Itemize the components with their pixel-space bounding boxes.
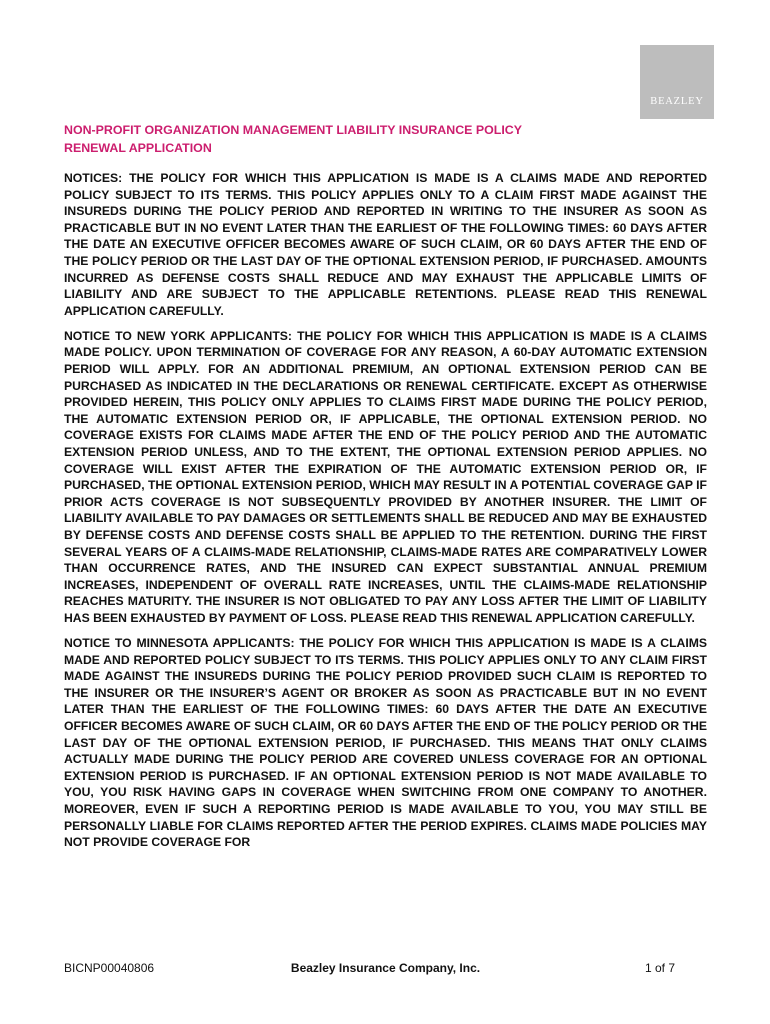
minnesota-notice-paragraph: NOTICE TO MINNESOTA APPLICANTS: THE POLICY FOR WHICH THIS APPLICATION IS MADE IS A CLAIMS MADE AND REPORTED POLICY SUBJECT TO ITS TERMS. THIS POLICY APPLIES ONLY TO ANY CLAIM FIRST MADE AGAINST THE INSUREDS DURING THE POLICY PERIOD PROVIDED SUCH CLAIM IS REPORTED TO THE INSURER OR THE INSURER’S AGENT OR BROKER AS SOON AS PRACTICABLE BUT IN NO EVENT LATER THAN THE EARLIEST OF THE FOLLOWING TIMES: 60 DAYS AFTER THE DATE AN EXECUTIVE OFFICER BECOMES AWARE OF SUCH CLAIM, OR 60 DAYS AFTER THE END OF THE POLICY PERIOD OR THE LAST DAY OF THE OPTIONAL EXTENSION PERIOD, IF PURCHASED. THIS MEANS THAT ONLY CLAIMS ACTUALLY MADE DURING THE POLICY PERIOD ARE COVERED UNLESS COVERAGE FOR AN OPTIONAL EXTENSION PERIOD IS PURCHASED. IF AN OPTIONAL EXTENSION PERIOD IS NOT MADE AVAILABLE TO YOU, YOU RISK HAVING GAPS IN COVERAGE WHEN SWITCHING FROM ONE COMPANY TO ANOTHER. MOREOVER, EVEN IF SUCH A REPORTING PERIOD IS MADE AVAILABLE TO YOU, YOU MAY STILL BE PERSONALLY LIABLE FOR CLAIMS REPORTED AFTER THE PERIOD EXPIRES. CLAIMS MADE POLICIES MAY NOT PROVIDE COVERAGE FOR	[64, 636, 707, 850]
new-york-notice-paragraph: NOTICE TO NEW YORK APPLICANTS: THE POLICY FOR WHICH THIS APPLICATION IS MADE IS A CLAIMS MADE POLICY. UPON TERMINATION OF COVERAGE FOR ANY REASON, A 60-DAY AUTOMATIC EXTENSION PERIOD WILL APPLY. FOR AN ADDITIONAL PREMIUM, AN OPTIONAL EXTENSION PERIOD CAN BE PURCHASED AS INDICATED IN THE DECLARATIONS OR RENEWAL CERTIFICATE. EXCEPT AS OTHERWISE PROVIDED HEREIN, THIS POLICY ONLY APPLIES TO CLAIMS FIRST MADE DURING THE POLICY PERIOD, THE AUTOMATIC EXTENSION PERIOD OR, IF APPLICABLE, THE OPTIONAL EXTENSION PERIOD. NO COVERAGE EXISTS FOR CLAIMS MADE AFTER THE END OF THE POLICY PERIOD AND THE AUTOMATIC EXTENSION PERIOD UNLESS, AND TO THE EXTENT, THE OPTIONAL EXTENSION PERIOD APPLIES. NO COVERAGE WILL EXIST AFTER THE EXPIRATION OF THE AUTOMATIC EXTENSION PERIOD OR, IF PURCHASED, THE OPTIONAL EXTENSION PERIOD, WHICH MAY RESULT IN A POTENTIAL COVERAGE GAP IF PRIOR ACTS COVERAGE IS NOT SUBSEQUENTLY PROVIDED BY ANOTHER INSURER. THE LIMIT OF LIABILITY AVAILABLE TO PAY DAMAGES OR SETTLEMENTS SHALL BE REDUCED AND MAY BE EXHAUSTED BY DEFENSE COSTS AND DEFENSE COSTS SHALL BE APPLIED TO THE RETENTION. DURING THE FIRST SEVERAL YEARS OF A CLAIMS-MADE RELATIONSHIP, CLAIMS-MADE RATES ARE COMPARATIVELY LOWER THAN OCCURRENCE RATES, AND THE INSURED CAN EXPECT SUBSTANTIAL ANNUAL PREMIUM INCREASES, INDEPENDENT OF OVERALL RATE INCREASES, UNTIL THE CLAIMS-MADE RELATIONSHIP REACHES MATURITY. THE INSURER IS NOT OBLIGATED TO PAY ANY LOSS AFTER THE LIMIT OF LIABILITY HAS BEEN EXHAUSTED BY PAYMENT OF LOSS. PLEASE READ THIS RENEWAL APPLICATION CAREFULLY.	[64, 328, 707, 625]
logo-text: BEAZLEY	[650, 96, 704, 107]
document-body	[64, 170, 707, 859]
title-line-2: RENEWAL APPLICATION	[64, 141, 212, 155]
beazley-logo	[640, 45, 714, 119]
company-name: Beazley Insurance Company, Inc.	[290, 961, 481, 975]
page-footer	[64, 961, 707, 979]
page-number: 1 of 7	[644, 961, 675, 975]
form-number: BICNP00040806	[64, 961, 155, 975]
title-line-1: NON-PROFIT ORGANIZATION MANAGEMENT LIABILITY INSURANCE POLICY	[64, 123, 522, 137]
document-title	[64, 121, 704, 157]
notice-paragraph: NOTICES: THE POLICY FOR WHICH THIS APPLICATION IS MADE IS A CLAIMS MADE AND REPORTED POLICY SUBJECT TO ITS TERMS. THIS POLICY APPLIES ONLY TO A CLAIM FIRST MADE AGAINST THE INSUREDS DURING THE POLICY PERIOD AND REPORTED IN WRITING TO THE INSURER AS SOON AS PRACTICABLE BUT IN NO EVENT LATER THAN THE EARLIEST OF THE FOLLOWING TIMES: 60 DAYS AFTER THE DATE AN EXECUTIVE OFFICER BECOMES AWARE OF SUCH CLAIM, OR 60 DAYS AFTER THE END OF THE POLICY PERIOD OR THE LAST DAY OF THE OPTIONAL EXTENSION PERIOD, IF PURCHASED. AMOUNTS INCURRED AS DEFENSE COSTS SHALL REDUCE AND MAY EXHAUST THE APPLICABLE LIMITS OF LIABILITY AND ARE SUBJECT TO THE APPLICABLE RETENTIONS. PLEASE READ THIS RENEWAL APPLICATION CAREFULLY.	[64, 171, 707, 318]
